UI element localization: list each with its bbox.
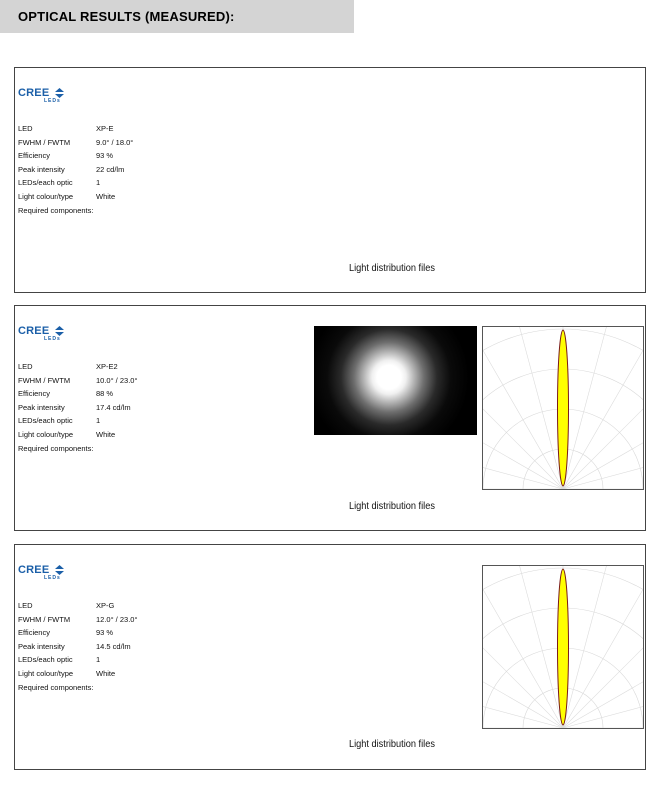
spec-row: Efficiency 88 % <box>18 389 114 399</box>
cree-logo <box>18 564 78 584</box>
cree-logo <box>18 325 78 345</box>
polar-grid-ray <box>511 566 563 728</box>
polar-grid-ray <box>563 327 615 489</box>
light-distribution-files-link[interactable]: Light distribution files <box>349 739 435 750</box>
spec-row: Required components: <box>18 682 94 692</box>
logo-word: CREE <box>18 325 50 337</box>
polar-grid-ray <box>563 628 643 728</box>
polar-grid-ray <box>483 628 563 728</box>
section-title: OPTICAL RESULTS (MEASURED): <box>18 9 235 24</box>
spec-row: Light colour/type White <box>18 668 116 678</box>
polar-grid-ray <box>483 389 563 489</box>
light-distribution-files-link[interactable]: Light distribution files <box>349 501 435 512</box>
spec-row: LED XP-G <box>18 601 115 610</box>
spec-list <box>18 362 137 457</box>
spec-row: Peak intensity 14.5 cd/lm <box>18 641 131 651</box>
polar-grid-ray <box>483 327 563 489</box>
polar-diagram <box>482 565 644 729</box>
optic-card-3 <box>14 544 646 770</box>
polar-grid-ray <box>563 566 615 728</box>
spec-row: FWHM / FWTM 10.0° / 23.0° <box>18 375 138 385</box>
logo-sub: LEDs <box>44 98 61 104</box>
polar-grid-ray <box>563 389 643 489</box>
spec-row: FWHM / FWTM 12.0° / 23.0° <box>18 614 138 624</box>
spec-row: LEDs/each optic 1 <box>18 416 101 426</box>
beam-lobe <box>558 569 569 725</box>
light-distribution-files-link[interactable]: Light distribution files <box>349 263 435 274</box>
spec-row: LEDs/each optic 1 <box>18 655 101 665</box>
logo-sub: LEDs <box>44 575 61 581</box>
optic-card-2 <box>14 305 646 531</box>
logo-word: CREE <box>18 564 50 576</box>
polar-grid-ray <box>483 566 563 728</box>
spec-list <box>18 124 133 219</box>
spec-row: FWHM / FWTM 9.0° / 18.0° <box>18 137 134 147</box>
polar-grid-ray <box>511 327 563 489</box>
logo-arrows-icon <box>55 326 64 336</box>
beam-spot-image <box>314 326 477 435</box>
spec-row: Efficiency 93 % <box>18 151 114 161</box>
logo-sub: LEDs <box>44 336 61 342</box>
spec-row: Required components: <box>18 205 94 215</box>
polar-grid-ray <box>563 327 643 489</box>
polar-grid-ray <box>563 566 643 728</box>
logo-arrows-icon <box>55 565 64 575</box>
spec-list <box>18 601 137 696</box>
optic-card-1 <box>14 67 646 293</box>
spec-row: Light colour/type White <box>18 191 116 201</box>
section-header <box>0 0 354 33</box>
cree-logo <box>18 87 78 107</box>
spec-row: LED XP-E2 <box>18 362 118 371</box>
spec-row: Peak intensity 22 cd/lm <box>18 164 125 174</box>
logo-arrows-icon <box>55 88 64 98</box>
polar-diagram <box>482 326 644 490</box>
spec-row: Peak intensity 17.4 cd/lm <box>18 402 131 412</box>
spec-row: Efficiency 93 % <box>18 628 114 638</box>
spec-row: LED XP-E <box>18 124 114 133</box>
beam-lobe <box>558 330 569 486</box>
spec-row: Required components: <box>18 443 94 453</box>
spec-row: Light colour/type White <box>18 429 116 439</box>
spec-row: LEDs/each optic 1 <box>18 178 101 188</box>
logo-word: CREE <box>18 87 50 99</box>
